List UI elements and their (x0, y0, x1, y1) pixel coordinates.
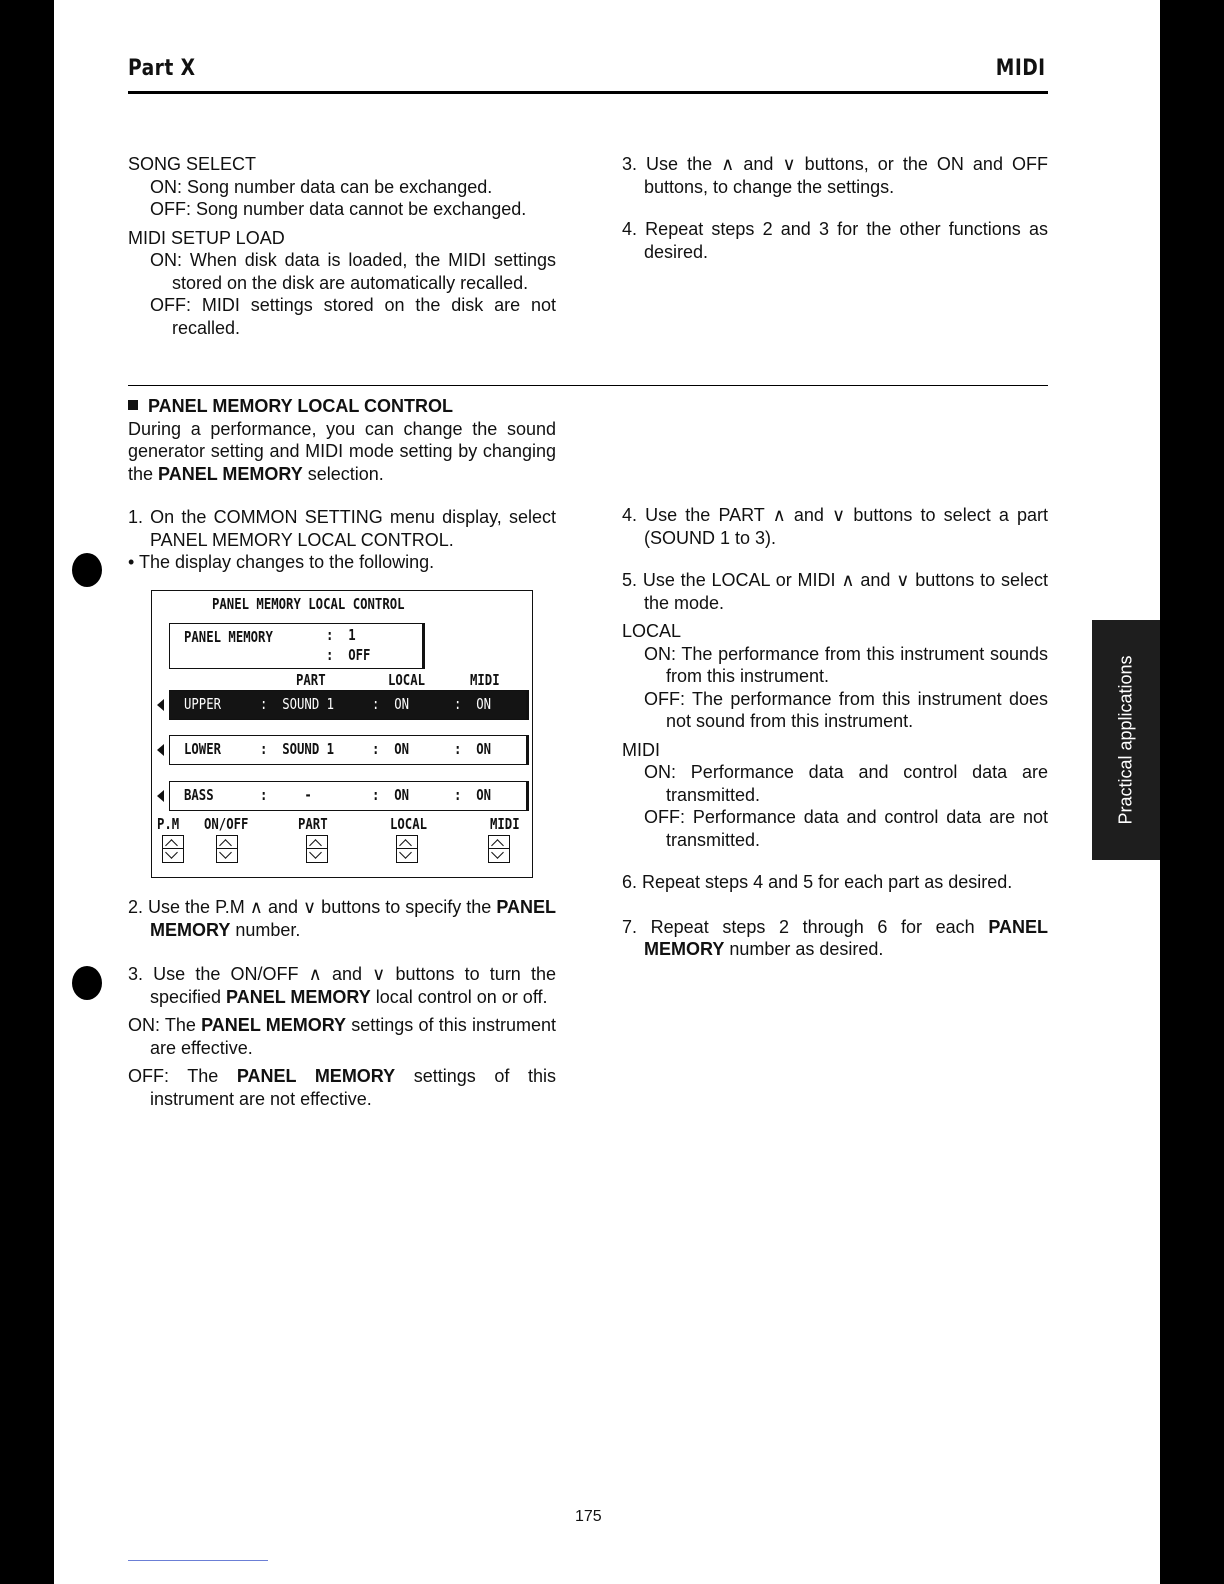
step-7-bold: PANEL MEMORY (644, 916, 1048, 959)
lcd-row-local: : ON (372, 786, 410, 804)
local-off: OFF: The performance from this instrument does not sound from this instrument. (644, 688, 1048, 731)
lcd-row-midi: : ON (454, 786, 492, 804)
midi-off: OFF: Performance data and control data are not transmitted. (644, 807, 1048, 850)
top-step-4: 4. Repeat steps 2 and 3 for the other functions as desired. (622, 219, 1048, 262)
intro-tail: selection. (302, 463, 384, 484)
square-bullet-icon (128, 400, 138, 410)
step-2-tail: number. (230, 919, 301, 940)
top-right-column (622, 153, 1048, 263)
step-1-bullet: • The display changes to the following. (128, 552, 435, 572)
step-2: 2. Use the P.M ∧ and ∨ buttons to specify the (128, 897, 497, 917)
intro-text: During a performance, you can change the sound generator setting and MIDI mode setting by changing the (128, 418, 556, 484)
lcd-col-local: LOCAL (388, 671, 426, 689)
local-title: LOCAL (622, 621, 682, 641)
midi-title: MIDI (622, 739, 660, 760)
song-select-off: OFF: Song number data cannot be exchanged. (150, 199, 527, 219)
midi-setup-load-title: MIDI SETUP LOAD (128, 227, 285, 248)
lcd-btn-label-midi: MIDI (490, 815, 520, 833)
section-heading: PANEL MEMORY LOCAL CONTROL (148, 396, 454, 416)
lcd-title: PANEL MEMORY LOCAL CONTROL (212, 595, 405, 613)
lcd-btn-label-part: PART (298, 815, 328, 833)
midi-setup-load-off: OFF: MIDI settings stored on the disk are not recalled. (150, 295, 556, 338)
step-3: 3. Use the ON/OFF ∧ and ∨ buttons to turn the specified (128, 964, 556, 1007)
step-3-tail: local control on or off. (370, 986, 548, 1007)
section-intro (128, 395, 556, 485)
lcd-row-local: : ON (372, 740, 410, 758)
binding-hole-icon (72, 553, 102, 587)
header-rule (128, 91, 1048, 94)
off-bold: PANEL MEMORY (236, 1066, 396, 1086)
step-5: 5. Use the LOCAL or MIDI ∧ and ∨ buttons to select the mode. (622, 570, 1048, 613)
left-scan-border (0, 0, 54, 1584)
side-tab (1092, 620, 1160, 860)
on-bold: PANEL MEMORY (201, 1015, 347, 1035)
lcd-row-part: : SOUND 1 (260, 740, 335, 758)
local-on: ON: The performance from this instrument sounds from this instrument. (644, 643, 1048, 686)
row-pointer-icon (157, 699, 164, 711)
on-text: ON: The (128, 1015, 202, 1035)
lcd-btn-label-local: LOCAL (390, 815, 428, 833)
section-rule (128, 385, 1048, 386)
song-select-title: SONG SELECT (128, 154, 257, 174)
song-select-on: ON: Song number data can be exchanged. (150, 176, 493, 197)
lcd-row-midi: : ON (454, 695, 492, 713)
lcd-col-midi: MIDI (470, 671, 500, 689)
lcd-row-name: LOWER (184, 740, 222, 758)
step-7-tail: number as desired. (724, 939, 884, 959)
part-updown-button-icon (306, 835, 328, 863)
lcd-panel-memory-box (169, 623, 425, 669)
left-steps-top (128, 506, 556, 574)
side-tab-label: Practical applications (1115, 655, 1136, 825)
lcd-row-name: UPPER (184, 695, 222, 713)
lcd-row-midi: : ON (454, 740, 492, 758)
step-2-bold: PANEL MEMORY (150, 897, 556, 940)
step-3-bold: PANEL MEMORY (226, 986, 371, 1007)
local-updown-button-icon (396, 835, 418, 863)
row-pointer-icon (157, 744, 164, 756)
right-steps (622, 504, 1048, 961)
step-4: 4. Use the PART ∧ and ∨ buttons to select a part (SOUND 1 to 3). (622, 505, 1048, 548)
off-tail: settings of this instrument are not effective. (150, 1066, 556, 1109)
step-1: 1. On the COMMON SETTING menu display, select PANEL MEMORY LOCAL CONTROL. (128, 507, 556, 550)
row-pointer-icon (157, 790, 164, 802)
lcd-btn-label-onoff: ON/OFF (204, 815, 249, 833)
lcd-row-lower (169, 735, 529, 765)
lcd-col-part: PART (296, 671, 326, 689)
lcd-btn-label-pm: P.M (157, 815, 180, 833)
lcd-row-local: : ON (372, 695, 410, 713)
lcd-pm-state: : OFF (326, 646, 371, 664)
binding-hole-icon (72, 966, 102, 1000)
pm-updown-button-icon (162, 835, 184, 863)
intro-bold: PANEL MEMORY (158, 463, 303, 484)
lcd-pm-number: : 1 (326, 626, 356, 644)
onoff-updown-button-icon (216, 835, 238, 863)
step-6: 6. Repeat steps 4 and 5 for each part as desired. (622, 872, 1013, 892)
on-tail: settings of this instrument are effective. (150, 1015, 557, 1058)
page-number: 175 (575, 1508, 602, 1525)
midi-setup-load-on: ON: When disk data is loaded, the MIDI settings stored on the disk are automatically recalled. (150, 250, 556, 293)
top-step-3: 3. Use the ∧ and ∨ buttons, or the ON and OFF buttons, to change the settings. (622, 154, 1048, 197)
lcd-row-part: : SOUND 1 (260, 695, 335, 713)
top-left-column (128, 153, 556, 339)
step-7: 7. Repeat steps 2 through 6 for each (622, 916, 989, 937)
midi-updown-button-icon (488, 835, 510, 863)
midi-on: ON: Performance data and control data are transmitted. (644, 762, 1048, 805)
lcd-display-diagram (151, 590, 533, 878)
header-part: Part X (128, 56, 196, 81)
footer-rule (128, 1560, 268, 1561)
left-steps-bottom (128, 896, 556, 1110)
header-section: MIDI (996, 56, 1046, 81)
lcd-row-upper (169, 690, 529, 720)
right-scan-border (1160, 0, 1224, 1584)
lcd-row-name: BASS (184, 786, 214, 804)
off-text: OFF: The (128, 1066, 237, 1086)
lcd-row-part: : - (260, 786, 312, 804)
lcd-row-bass (169, 781, 529, 811)
lcd-pm-label: PANEL MEMORY (184, 628, 273, 646)
